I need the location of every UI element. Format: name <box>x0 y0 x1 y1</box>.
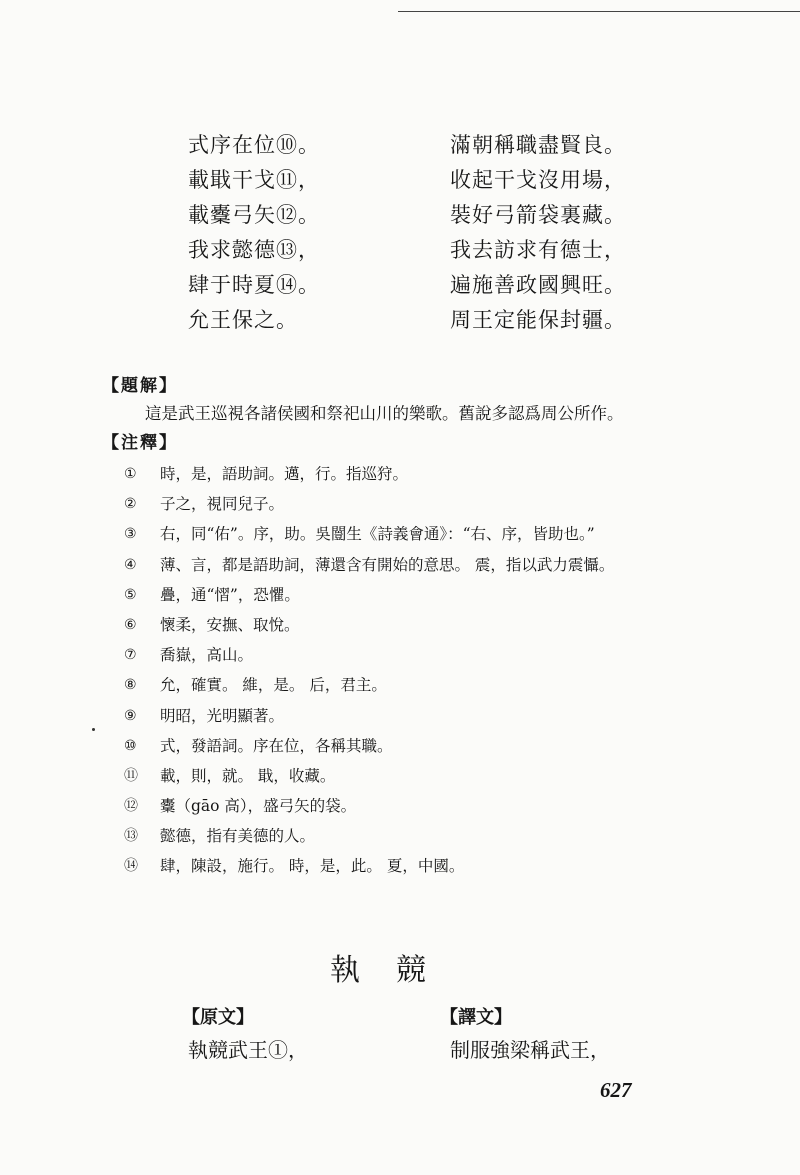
original-verse-line: 執競武王①， <box>188 1038 308 1062</box>
poem-original-line: 式序在位⑩。 <box>188 133 320 157</box>
poem-translation-column <box>450 128 710 338</box>
note-text: 子之，視同兒子。 <box>160 495 285 514</box>
poem-original-line: 載櫜弓矢⑫。 <box>188 203 320 227</box>
note-item <box>124 519 784 549</box>
note-item <box>124 610 784 640</box>
note-text: 右，同“佑”。序，助。吳闓生《詩義會通》：“右、序，皆助也。” <box>160 525 595 544</box>
note-number: ② <box>124 496 137 513</box>
note-item <box>124 670 784 700</box>
note-number: ⑬ <box>124 828 138 845</box>
note-item <box>124 550 784 580</box>
note-number: ⑫ <box>124 798 138 815</box>
poem-original-line: 肆于時夏⑭。 <box>188 273 320 297</box>
note-number: ⑧ <box>124 677 137 694</box>
note-text: 櫜（gāo 高），盛弓矢的袋。 <box>160 797 357 816</box>
notes-list <box>124 459 784 882</box>
note-text: 載，則，就。 戢，收藏。 <box>160 766 336 785</box>
note-item <box>124 731 784 761</box>
note-number: ⑭ <box>124 858 138 875</box>
note-number: ⑩ <box>124 737 137 754</box>
note-text: 時，是，語助詞。邁，行。指巡狩。 <box>160 465 409 483</box>
note-number: ⑨ <box>124 707 137 724</box>
poem-translation-line: 裝好弓箭袋裏藏。 <box>450 203 626 227</box>
note-text: 懷柔，安撫、取悅。 <box>160 615 300 634</box>
note-number: ⑦ <box>124 647 137 664</box>
note-number: ⑤ <box>124 586 137 603</box>
poem-translation-line: 我去訪求有德士， <box>450 238 626 262</box>
zhushi-heading: 【注釋】 <box>102 433 178 453</box>
note-item <box>124 791 784 821</box>
jieti-heading: 【題解】 <box>102 376 178 396</box>
page-number: 627 <box>600 1078 632 1102</box>
note-item <box>124 580 784 610</box>
note-number: ① <box>124 466 137 482</box>
translation-heading: 【譯文】 <box>440 1007 512 1028</box>
poem-translation-line: 周王定能保封疆。 <box>450 308 626 332</box>
note-number: ③ <box>124 526 137 543</box>
scan-speck <box>92 728 95 731</box>
note-number: ④ <box>124 556 137 573</box>
poem-original-line: 載戢干戈⑪， <box>188 168 320 192</box>
poem-translation-line: 收起干戈沒用場， <box>450 168 626 192</box>
note-text: 允，確實。 維，是。 后，君主。 <box>160 676 387 695</box>
note-text: 懿德，指有美德的人。 <box>160 827 316 846</box>
note-number: ⑥ <box>124 616 137 633</box>
note-text: 明昭，光明顯著。 <box>160 706 285 725</box>
note-number: ⑪ <box>124 767 138 784</box>
note-item <box>124 701 784 731</box>
poem-title: 執競 <box>330 953 462 988</box>
note-item <box>124 851 784 881</box>
poem-translation-line: 遍施善政國興旺。 <box>450 273 626 297</box>
note-item <box>124 821 784 851</box>
poem-original-line: 允王保之。 <box>188 308 298 332</box>
note-item <box>124 489 784 519</box>
poem-translation-line: 滿朝稱職盡賢良。 <box>450 133 626 157</box>
top-rule <box>398 11 800 12</box>
poem-original-column <box>188 128 448 338</box>
note-text: 喬嶽，高山。 <box>160 646 254 665</box>
note-text: 薄、言，都是語助詞，薄還含有開始的意思。 震，指以武力震懾。 <box>160 555 615 574</box>
note-item <box>124 640 784 670</box>
jieti-text: 這是武王巡視各諸侯國和祭祀山川的樂歌。舊說多認爲周公所作。 <box>145 404 624 423</box>
note-text: 疊，通“慴”，恐懼。 <box>160 585 300 604</box>
note-item <box>124 761 784 791</box>
poem-original-line: 我求懿德⑬， <box>188 238 320 262</box>
original-heading: 【原文】 <box>182 1007 254 1028</box>
note-text: 肆，陳設，施行。 時，是，此。 夏，中國。 <box>160 857 465 876</box>
note-text: 式，發語詞。序在位，各稱其職。 <box>160 736 393 755</box>
translation-verse-line: 制服強梁稱武王， <box>450 1038 610 1062</box>
note-item <box>124 459 784 489</box>
